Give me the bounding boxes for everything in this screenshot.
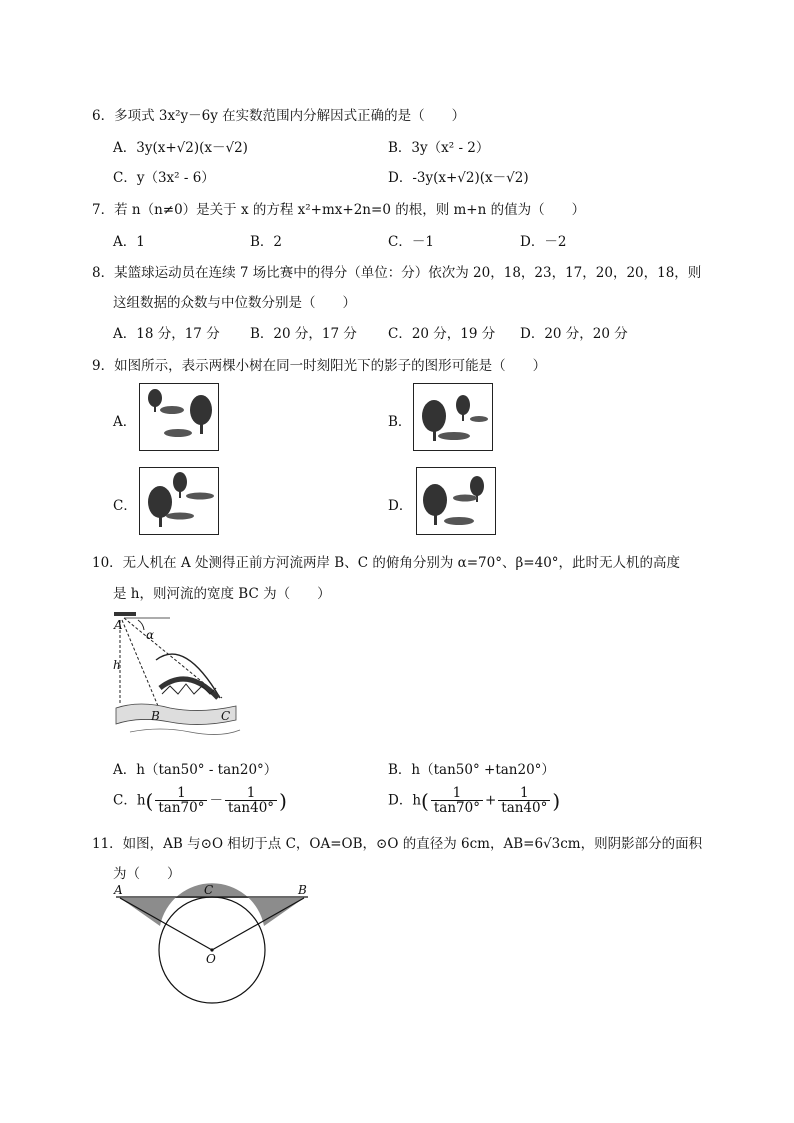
q9-figure-b xyxy=(413,383,493,451)
q6-option-c: C．y（3x² - 6） xyxy=(113,170,215,186)
q10-c-num2: 1 xyxy=(225,786,277,801)
q9-option-d-label: D． xyxy=(388,498,413,514)
q10-option-c-prefix: C．h xyxy=(113,792,146,809)
q11-fig-label-o: O xyxy=(206,952,216,966)
q8-option-d: D．20 分，20 分 xyxy=(520,326,628,342)
q10-fig-label-h: h xyxy=(113,658,121,672)
q8-option-b: B．20 分，17 分 xyxy=(250,326,357,342)
q10-fig-label-b: B xyxy=(151,709,160,723)
q9-option-c-label: C． xyxy=(113,498,137,514)
q7-option-d: D．－2 xyxy=(520,234,567,250)
q7-option-a: A．1 xyxy=(113,234,145,250)
q6-option-a: A．3y(x+√2)(x－√2) xyxy=(113,140,248,156)
q10-c-den2: tan40° xyxy=(227,800,275,816)
q10-d-num2: 1 xyxy=(498,786,550,801)
q10-option-d: D．h( $\frac{1}{\tan 70^\circ}$ + $\frac{1}{\tan 40^\circ}$ ) xyxy=(388,785,561,816)
q7-option-b: B．2 xyxy=(250,234,283,250)
q10-option-d-prefix: D．h xyxy=(388,792,422,809)
q10-d-op: + xyxy=(484,792,497,809)
q10-option-b: B．h（tan50° +tan20°） xyxy=(388,762,555,778)
q11-stem-line1: 11．如图，AB 与⊙O 相切于点 C，OA=OB，⊙O 的直径为 6cm，AB=6√3cm，则阴影部分的面积 xyxy=(92,836,703,852)
q10-option-a: A．h（tan50° - tan20°） xyxy=(113,762,278,778)
q10-c-num1: 1 xyxy=(155,786,207,801)
q10-drone-figure xyxy=(110,608,250,747)
q8-option-c: C．20 分，19 分 xyxy=(388,326,496,342)
q9-figure-d xyxy=(416,467,496,535)
q6-stem: 6．多项式 3x²y－6y 在实数范围内分解因式正确的是（ ） xyxy=(92,108,466,124)
q9-stem: 9．如图所示，表示两棵小树在同一时刻阳光下的影子的图形可能是（ ） xyxy=(92,358,547,374)
q9-figure-a xyxy=(139,383,219,451)
q10-fig-label-alpha: α xyxy=(146,628,155,642)
q9-option-b-label: B． xyxy=(388,414,412,430)
q9-figure-c xyxy=(139,467,219,535)
q10-stem-line2: 是 h，则河流的宽度 BC 为（ ） xyxy=(113,586,331,602)
q11-fig-label-a: A xyxy=(114,883,123,897)
q10-d-den2: tan40° xyxy=(501,800,548,816)
q11-stem-line2: 为（ ） xyxy=(113,866,181,882)
q7-option-c: C．－1 xyxy=(388,234,434,250)
q11-fig-label-c: C xyxy=(204,883,214,897)
q11-circle-figure xyxy=(108,880,318,1014)
q9-option-a-label: A． xyxy=(113,414,137,430)
q8-stem-line1: 8．某篮球运动员在连续 7 场比赛中的得分（单位：分）依次为 20，18，23，17，20，20，18，则 xyxy=(92,265,702,281)
q6-option-b: B．3y（x² - 2） xyxy=(388,140,490,156)
q10-option-c: C．h( $\frac{1}{\tan 70^\circ}$ － $\frac{1}{\tan 40^\circ}$ ) xyxy=(113,785,287,816)
q10-fig-label-a: A xyxy=(114,618,123,632)
q7-stem: 7．若 n（n≠0）是关于 x 的方程 x²+mx+2n=0 的根，则 m+n 的值为（ ） xyxy=(92,202,586,218)
q8-option-a: A．18 分，17 分 xyxy=(113,326,220,342)
q11-fig-label-b: B xyxy=(298,883,307,897)
q10-d-den1: tan70° xyxy=(433,800,480,816)
q10-fig-label-c: C xyxy=(221,709,231,723)
q10-d-num1: 1 xyxy=(431,786,483,801)
q10-c-op: － xyxy=(209,792,223,809)
q8-stem-line2: 这组数据的众数与中位数分别是（ ） xyxy=(113,295,356,311)
q6-option-d: D．-3y(x+√2)(x－√2) xyxy=(388,170,529,186)
q10-stem-line1: 10．无人机在 A 处测得正前方河流两岸 B、C 的俯角分别为 α=70°、β=40°，此时无人机的高度 xyxy=(92,555,681,571)
q10-c-den1: tan70° xyxy=(158,800,205,816)
